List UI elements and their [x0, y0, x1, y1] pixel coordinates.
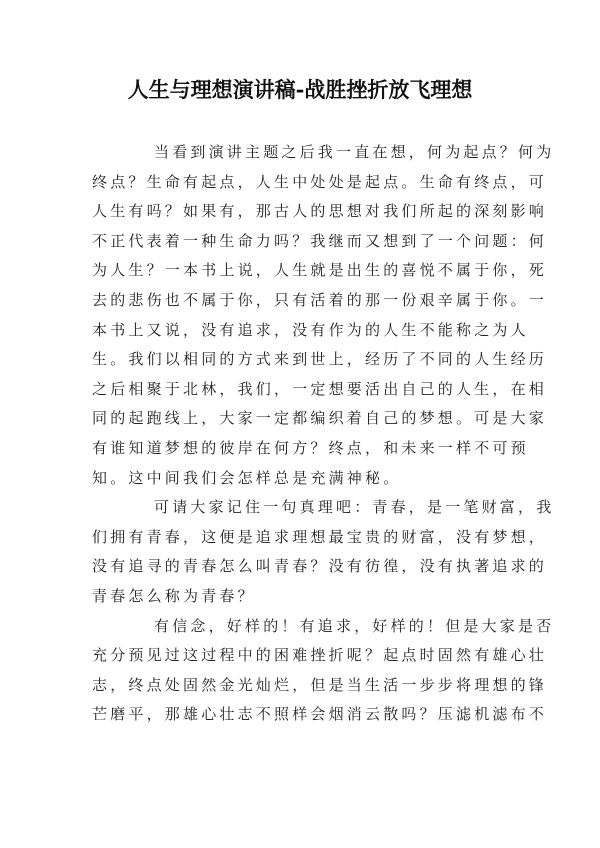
text-line: 们拥有青春，这便是追求理想最宝贵的财富，没有梦想， [92, 527, 548, 546]
paragraph-3 [92, 612, 555, 730]
text-line: 为人生？一本书上说，人生就是出生的喜悦不属于你，死 [92, 261, 548, 280]
text-line: 充分预见过这过程中的困难挫折呢？起点时固然有雄心壮 [92, 646, 548, 665]
text-line: 不正代表着一种生命力吗？我继而又想到了一个问题：何 [92, 231, 548, 250]
text-line: 有信念，好样的！有追求，好样的！但是大家是否 [154, 616, 555, 635]
text-line: 可请大家记住一句真理吧：青春，是一笔财富，我 [154, 498, 555, 517]
text-line: 生。我们以相同的方式来到世上，经历了不同的人生经历 [92, 350, 548, 369]
text-line: 青春怎么称为青春？ [92, 586, 256, 605]
text-line: 人生有吗？如果有，那古人的思想对我们所起的深刻影响 [92, 202, 548, 221]
text-line: 有谁知道梦想的彼岸在何方？终点，和未来一样不可预 [92, 438, 529, 457]
text-line: 本书上又说，没有追求，没有作为的人生不能称之为人 [92, 320, 529, 339]
paragraph-1 [92, 138, 555, 493]
text-line: 芒磨平，那雄心壮志不照样会烟消云散吗？压滤机滤布不 [92, 705, 548, 724]
text-line: 当看到演讲主题之后我一直在想，何为起点？何为 [154, 143, 555, 161]
text-line: 没有追寻的青春怎么叫青春？没有彷徨，没有执著追求的 [92, 557, 548, 576]
document-title: 人生与理想演讲稿-战胜挫折放飞理想 [127, 77, 473, 102]
text-line: 之后相聚于北林，我们，一定想要活出自己的人生，在相 [92, 379, 548, 398]
document-body [92, 138, 555, 730]
text-line: 去的悲伤也不属于你，只有活着的那一份艰辛属于你。一 [92, 290, 548, 309]
text-line: 同的起跑线上，大家一定都编织着自己的梦想。可是大家 [92, 409, 548, 428]
text-line: 终点？生命有起点，人生中处处是起点。生命有终点，可 [92, 172, 548, 191]
paragraph-2 [92, 493, 555, 611]
text-line: 志，终点处固然金光灿烂，但是当生活一步步将理想的锋 [92, 675, 548, 694]
text-line: 知。这中间我们会怎样总是充满神秘。 [92, 468, 402, 487]
